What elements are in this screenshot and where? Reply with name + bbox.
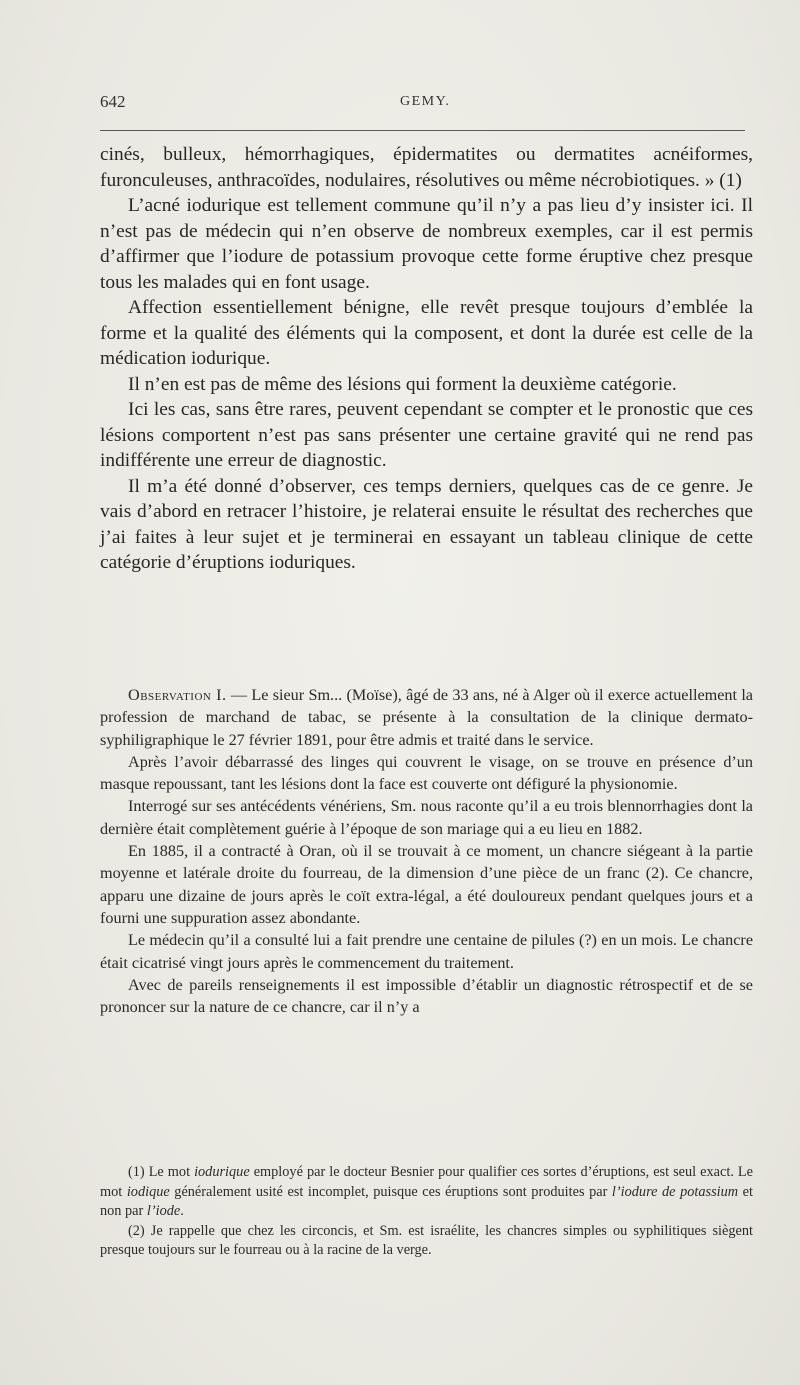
paragraph-deuxieme-categorie: Il n’en est pas de même des lésions qui forment la deuxième catégorie.	[128, 373, 677, 395]
page-number: 642	[100, 92, 126, 111]
footnote-2: (2) Je rappelle que chez les circoncis, et Sm. est israélite, les chancres simples ou syphilitiques siègent presque toujours sur le fourreau ou à la racine de la verge.	[100, 1222, 753, 1259]
observation-paragraph-antecedents: Interrogé sur ses antécédents vénériens, Sm. nous raconte qu’il a eu trois blennorrhagies dont la dernière était complètement guérie à l’époque de son mariage qui a eu lieu en 1882.	[100, 797, 753, 838]
observation-intro-text: — Le sieur Sm... (Moïse), âgé de 33 ans, né à Alger où il exerce actuellement la profession de marchand de tabac, se présente à la consultation de la clinique dermato-syphiligraphique le 27 février 1891, pour être admis et traité dans le service.	[100, 686, 753, 749]
observation-paragraph-masque: Après l’avoir débarrassé des linges qui couvrent le visage, on se trouve en présence d’un masque repoussant, tant les lésions dont la face est couverte ont défiguré la physionomie.	[100, 752, 753, 794]
footnote-1-term-iode: l’iode	[146, 1203, 181, 1220]
observation-paragraph-chancre: En 1885, il a contracté à Oran, où il se trouvait à ce moment, un chancre siégeant à la partie moyenne et latérale droite du fourreau, de la dimension d’une pièce de un franc (2). Ce chancre, apparu une dizaine de jours après le coït extra-légal, a été douloureux pendant quelques jours et a fourni une suppuration assez abondante.	[100, 842, 753, 927]
paragraph-observer: Il m’a été donné d’observer, ces temps derniers, quelques cas de ce genre. Je vais d’abord en retracer l’histoire, je relaterai ensuite le résultat des recherches que j’ai faites à leur sujet et je terminerai en essayant un tableau clinique de cette catégorie d’éruptions ioduriques.	[100, 475, 753, 573]
footnote-1-text: généralement usité est incomplet, puisque ces éruptions sont produites par	[169, 1183, 612, 1200]
footnote-1-text: (1) Le mot	[128, 1164, 195, 1180]
footnote-1-term-iodurique: iodurique	[194, 1164, 250, 1180]
observation-paragraph-pilules: Le médecin qu’il a consulté lui a fait prendre une centaine de pilules (?) en un mois. Le chancre était cicatrisé vingt jours après le commencement du traitement.	[100, 931, 753, 972]
paragraph-continuation: cinés, bulleux, hémorrhagiques, épidermatites ou dermatites acnéiformes, furonculeuses, anthracoïdes, nodulaires, résolutives ou même nécrobiotiques. » (1)	[100, 144, 753, 191]
footnotes	[100, 1163, 753, 1261]
main-text	[100, 142, 753, 576]
observation-intro	[100, 684, 753, 751]
footnote-1-term-iodique: iodique	[126, 1183, 170, 1200]
footnote-1-text: employé par le docteur Besnier pour qualifier ces sortes d’éruptions, est seul exact. Le mot	[100, 1164, 753, 1200]
observation-label: Observation I.	[128, 686, 227, 704]
observation-paragraph-diagnostic: Avec de pareils renseignements il est impossible d’établir un diagnostic rétrospectif et de se prononcer sur la nature de ce chancre, car il n’y a	[100, 975, 753, 1017]
paragraph-pronostic: Ici les cas, sans être rares, peuvent cependant se compter et le pronostic que ces lésions comportent n’est pas sans présenter une certaine gravité qui ne rend pas indifférente une erreur de diagnostic.	[100, 399, 753, 471]
footnote-1-term-iodure: l’iodure de potassium	[611, 1183, 739, 1200]
footnote-1	[100, 1163, 753, 1222]
running-title: GEMY.	[400, 94, 451, 109]
observation-section	[100, 684, 753, 1018]
footnote-1-text: et non par	[100, 1183, 753, 1220]
paragraph-affection-benigne: Affection essentiellement bénigne, elle revêt presque toujours d’emblée la forme et la qualité des éléments qui la composent, et dont la durée est celle de la médication iodurique.	[100, 297, 753, 369]
header-rule	[100, 130, 745, 131]
paragraph-acne-iodurique: L’acné iodurique est tellement commune qu’il n’y a pas lieu d’y insister ici. Il n’est pas de médecin qui n’en observe de nombreux exemples, car il est permis d’affirmer que l’iodure de potassium provoque cette forme éruptive chez presque tous les malades qui en font usage.	[100, 195, 753, 293]
footnote-1-text: .	[180, 1203, 184, 1220]
running-header	[100, 92, 745, 116]
